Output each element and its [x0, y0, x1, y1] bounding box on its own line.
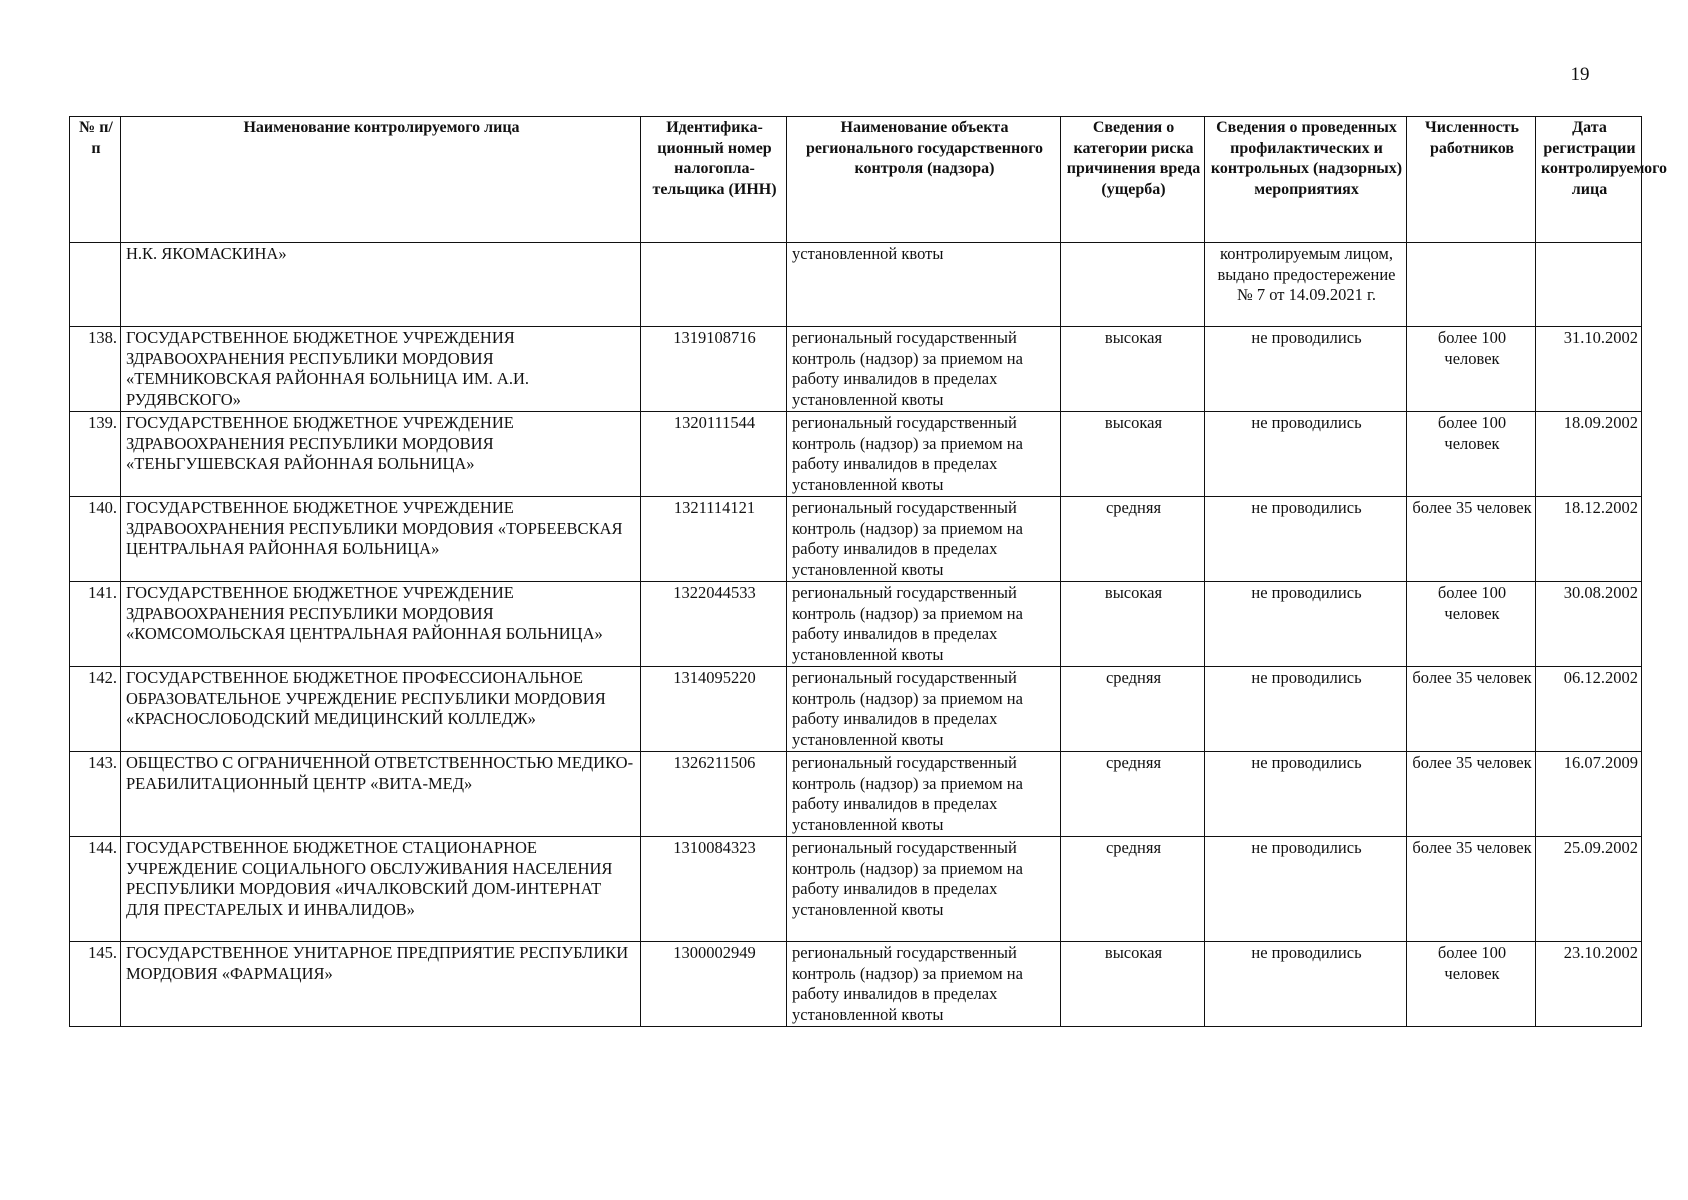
header-object: Наименование объекта регионального государственного контроля (надзора) — [787, 117, 1061, 243]
page-number: 19 — [1570, 64, 1590, 85]
cell-inn — [641, 243, 787, 327]
cell-measures: не проводились — [1205, 752, 1407, 837]
cell-name: ГОСУДАРСТВЕННОЕ БЮДЖЕТНОЕ СТАЦИОНАРНОЕ УЧРЕЖДЕНИЕ СОЦИАЛЬНОГО ОБСЛУЖИВАНИЯ НАСЕЛЕНИЯ РЕСПУБЛИКИ МОРДОВИЯ «ИЧАЛКОВСКИЙ ДОМ-ИНТЕРНАТ ДЛЯ ПРЕСТАРЕЛЫХ И ИНВАЛИДОВ» — [121, 837, 641, 942]
cell-risk: высокая — [1061, 327, 1205, 412]
table-row — [70, 752, 1642, 837]
cell-risk: высокая — [1061, 942, 1205, 1027]
cell-num: 141. — [70, 582, 121, 667]
cell-measures: не проводились — [1205, 327, 1407, 412]
cell-risk: средняя — [1061, 497, 1205, 582]
cell-inn: 1314095220 — [641, 667, 787, 752]
cell-object: региональный государственный контроль (надзор) за приемом на работу инвалидов в пределах установленной квоты — [787, 412, 1061, 497]
cell-date: 18.12.2002 — [1536, 497, 1642, 582]
cell-name: ГОСУДАРСТВЕННОЕ БЮДЖЕТНОЕ УЧРЕЖДЕНИЕ ЗДРАВООХРАНЕНИЯ РЕСПУБЛИКИ МОРДОВИЯ «КОМСОМОЛЬСКАЯ ЦЕНТРАЛЬНАЯ РАЙОННАЯ БОЛЬНИЦА» — [121, 582, 641, 667]
header-inn: Идентифика-ционный номер налогопла-тельщика (ИНН) — [641, 117, 787, 243]
cell-name: Н.К. ЯКОМАСКИНА» — [121, 243, 641, 327]
cell-staff: более 35 человек — [1407, 837, 1536, 942]
cell-measures: не проводились — [1205, 667, 1407, 752]
cell-object: региональный государственный контроль (надзор) за приемом на работу инвалидов в пределах установленной квоты — [787, 582, 1061, 667]
cell-name: ГОСУДАРСТВЕННОЕ БЮДЖЕТНОЕ УЧРЕЖДЕНИЕ ЗДРАВООХРАНЕНИЯ РЕСПУБЛИКИ МОРДОВИЯ «ТЕНЬГУШЕВСКАЯ РАЙОННАЯ БОЛЬНИЦА» — [121, 412, 641, 497]
table-row — [70, 582, 1642, 667]
cell-object: региональный государственный контроль (надзор) за приемом на работу инвалидов в пределах установленной квоты — [787, 497, 1061, 582]
cell-inn: 1321114121 — [641, 497, 787, 582]
header-staff: Численность работников — [1407, 117, 1536, 243]
cell-measures: не проводились — [1205, 942, 1407, 1027]
cell-staff: более 100 человек — [1407, 942, 1536, 1027]
cell-measures: не проводились — [1205, 837, 1407, 942]
cell-staff: более 100 человек — [1407, 412, 1536, 497]
cell-num: 143. — [70, 752, 121, 837]
header-measures: Сведения о проведенных профилактических и контрольных (надзорных) мероприятиях — [1205, 117, 1407, 243]
cell-object: региональный государственный контроль (надзор) за приемом на работу инвалидов в пределах установленной квоты — [787, 752, 1061, 837]
cell-object: региональный государственный контроль (надзор) за приемом на работу инвалидов в пределах установленной квоты — [787, 667, 1061, 752]
cell-name: ОБЩЕСТВО С ОГРАНИЧЕННОЙ ОТВЕТСТВЕННОСТЬЮ МЕДИКО-РЕАБИЛИТАЦИОННЫЙ ЦЕНТР «ВИТА-МЕД» — [121, 752, 641, 837]
table-row — [70, 667, 1642, 752]
cell-num: 138. — [70, 327, 121, 412]
cell-risk: высокая — [1061, 582, 1205, 667]
cell-name: ГОСУДАРСТВЕННОЕ БЮДЖЕТНОЕ ПРОФЕССИОНАЛЬНОЕ ОБРАЗОВАТЕЛЬНОЕ УЧРЕЖДЕНИЕ РЕСПУБЛИКИ МОРДОВИЯ «КРАСНОСЛОБОДСКИЙ МЕДИЦИНСКИЙ КОЛЛЕДЖ» — [121, 667, 641, 752]
cell-inn: 1322044533 — [641, 582, 787, 667]
cell-staff: более 35 человек — [1407, 752, 1536, 837]
cell-date: 16.07.2009 — [1536, 752, 1642, 837]
cell-inn: 1326211506 — [641, 752, 787, 837]
cell-date: 30.08.2002 — [1536, 582, 1642, 667]
cell-object: установленной квоты — [787, 243, 1061, 327]
cell-date: 06.12.2002 — [1536, 667, 1642, 752]
header-name: Наименование контролируемого лица — [121, 117, 641, 243]
cell-num: 142. — [70, 667, 121, 752]
cell-object: региональный государственный контроль (надзор) за приемом на работу инвалидов в пределах установленной квоты — [787, 837, 1061, 942]
cell-staff — [1407, 243, 1536, 327]
cell-staff: более 35 человек — [1407, 667, 1536, 752]
cell-num — [70, 243, 121, 327]
table-row — [70, 837, 1642, 942]
cell-measures: не проводились — [1205, 412, 1407, 497]
registry-table — [69, 116, 1668, 1027]
cell-object: региональный государственный контроль (надзор) за приемом на работу инвалидов в пределах установленной квоты — [787, 942, 1061, 1027]
header-date: Дата регистрации контролируемого лица — [1536, 117, 1642, 243]
cell-inn: 1310084323 — [641, 837, 787, 942]
cell-date — [1536, 243, 1642, 327]
cell-staff: более 100 человек — [1407, 327, 1536, 412]
table-header — [70, 117, 1668, 243]
cell-risk: средняя — [1061, 837, 1205, 942]
cell-risk: средняя — [1061, 667, 1205, 752]
cell-staff: более 35 человек — [1407, 497, 1536, 582]
cell-num: 144. — [70, 837, 121, 942]
cell-staff: более 100 человек — [1407, 582, 1536, 667]
cell-measures: не проводились — [1205, 582, 1407, 667]
cell-object: региональный государственный контроль (надзор) за приемом на работу инвалидов в пределах установленной квоты — [787, 327, 1061, 412]
table-row-continuation — [70, 243, 1642, 327]
table-row — [70, 942, 1642, 1027]
cell-inn: 1300002949 — [641, 942, 787, 1027]
cell-name: ГОСУДАРСТВЕННОЕ БЮДЖЕТНОЕ УЧРЕЖДЕНИЯ ЗДРАВООХРАНЕНИЯ РЕСПУБЛИКИ МОРДОВИЯ «ТЕМНИКОВСКАЯ РАЙОННАЯ БОЛЬНИЦА ИМ. А.И. РУДЯВСКОГО» — [121, 327, 641, 412]
table-row — [70, 412, 1642, 497]
cell-inn: 1320111544 — [641, 412, 787, 497]
table-row — [70, 497, 1642, 582]
cell-name: ГОСУДАРСТВЕННОЕ УНИТАРНОЕ ПРЕДПРИЯТИЕ РЕСПУБЛИКИ МОРДОВИЯ «ФАРМАЦИЯ» — [121, 942, 641, 1027]
cell-num: 139. — [70, 412, 121, 497]
header-risk: Сведения о категории риска причинения вреда (ущерба) — [1061, 117, 1205, 243]
table-row — [70, 327, 1642, 412]
cell-risk: высокая — [1061, 412, 1205, 497]
cell-measures: не проводились — [1205, 497, 1407, 582]
cell-date: 31.10.2002 — [1536, 327, 1642, 412]
cell-risk: средняя — [1061, 752, 1205, 837]
cell-date: 18.09.2002 — [1536, 412, 1642, 497]
cell-name: ГОСУДАРСТВЕННОЕ БЮДЖЕТНОЕ УЧРЕЖДЕНИЕ ЗДРАВООХРАНЕНИЯ РЕСПУБЛИКИ МОРДОВИЯ «ТОРБЕЕВСКАЯ ЦЕНТРАЛЬНАЯ РАЙОННАЯ БОЛЬНИЦА» — [121, 497, 641, 582]
header-num: № п/п — [70, 117, 121, 243]
cell-num: 140. — [70, 497, 121, 582]
cell-inn: 1319108716 — [641, 327, 787, 412]
cell-measures: контролируемым лицом, выдано предостережение № 7 от 14.09.2021 г. — [1205, 243, 1407, 327]
cell-date: 25.09.2002 — [1536, 837, 1642, 942]
cell-date: 23.10.2002 — [1536, 942, 1642, 1027]
cell-risk — [1061, 243, 1205, 327]
cell-num: 145. — [70, 942, 121, 1027]
